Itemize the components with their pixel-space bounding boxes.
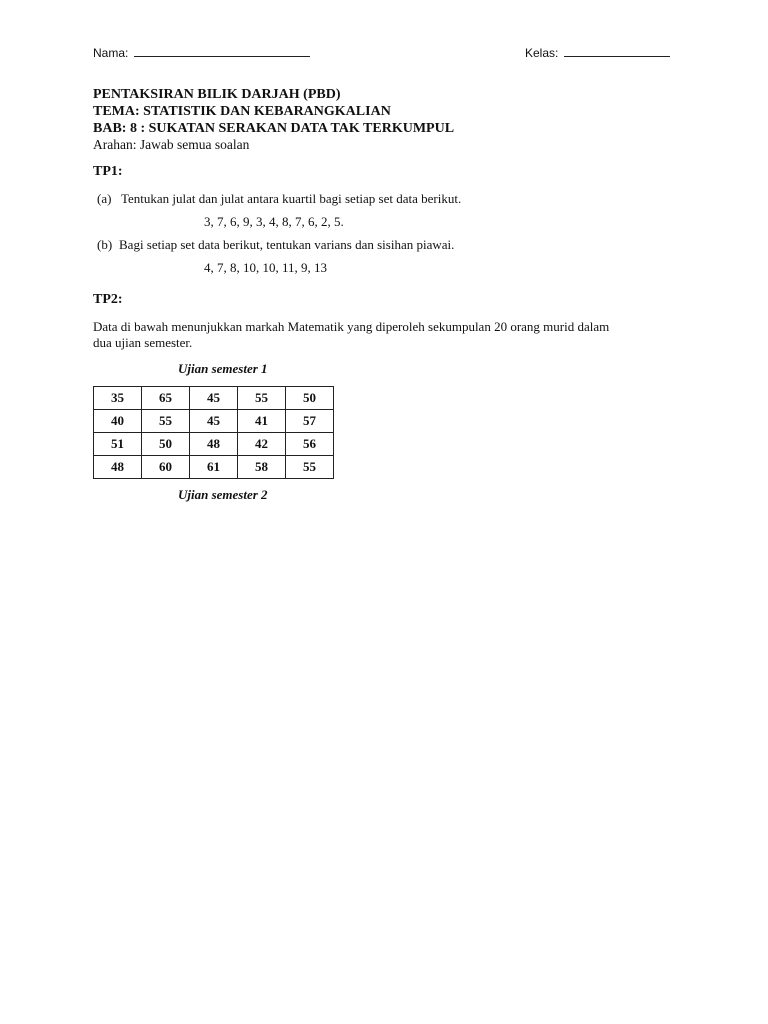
table-cell: 55	[142, 410, 190, 433]
table-cell: 48	[94, 456, 142, 479]
table-row	[94, 456, 334, 479]
name-input-line[interactable]	[134, 44, 310, 57]
table-cell: 45	[190, 387, 238, 410]
table-cell: 50	[142, 433, 190, 456]
question-b-text: Bagi setiap set data berikut, tentukan varians dan sisihan piawai.	[119, 237, 455, 252]
title-line-2: TEMA: STATISTIK DAN KEBARANGKALIAN	[93, 104, 391, 119]
question-a-data: 3, 7, 6, 9, 3, 4, 8, 7, 6, 2, 5.	[204, 214, 344, 229]
table-cell: 45	[190, 410, 238, 433]
title-line-3: BAB: 8 : SUKATAN SERAKAN DATA TAK TERKUMPUL	[93, 121, 455, 136]
table-cell: 57	[286, 410, 334, 433]
name-field-row	[93, 44, 310, 60]
name-label: Nama:	[93, 46, 129, 60]
title-line-1: PENTAKSIRAN BILIK DARJAH (PBD)	[93, 87, 341, 102]
marks-table	[93, 386, 334, 479]
question-a-label: (a)	[97, 191, 112, 206]
table-cell: 48	[190, 433, 238, 456]
table-cell: 58	[238, 456, 286, 479]
tp2-paragraph-line-2: dua ujian semester.	[93, 335, 193, 350]
table-cell: 56	[286, 433, 334, 456]
table-cell: 41	[238, 410, 286, 433]
class-field-row	[525, 44, 670, 60]
table-cell: 40	[94, 410, 142, 433]
table-row	[94, 433, 334, 456]
table-cell: 55	[286, 456, 334, 479]
table-cell: 51	[94, 433, 142, 456]
table-caption-bottom: Ujian semester 2	[178, 487, 268, 502]
table-cell: 55	[238, 387, 286, 410]
class-input-line[interactable]	[564, 44, 670, 57]
table-cell: 61	[190, 456, 238, 479]
table-cell: 60	[142, 456, 190, 479]
table-row	[94, 410, 334, 433]
class-label: Kelas:	[525, 46, 559, 60]
table-cell: 65	[142, 387, 190, 410]
question-b-data: 4, 7, 8, 10, 10, 11, 9, 13	[204, 260, 328, 275]
instruction: Arahan: Jawab semua soalan	[93, 137, 250, 152]
tp1-heading: TP1:	[93, 164, 123, 179]
table-caption-top: Ujian semester 1	[178, 361, 268, 376]
question-a-text: Tentukan julat dan julat antara kuartil bagi setiap set data berikut.	[121, 191, 462, 206]
tp2-paragraph-line-1: Data di bawah menunjukkan markah Matematik yang diperoleh sekumpulan 20 orang murid dalam	[93, 319, 610, 334]
question-b-label: (b)	[97, 237, 113, 252]
table-cell: 50	[286, 387, 334, 410]
table-cell: 42	[238, 433, 286, 456]
table-row	[94, 387, 334, 410]
tp2-heading: TP2:	[93, 292, 123, 307]
table-cell: 35	[94, 387, 142, 410]
